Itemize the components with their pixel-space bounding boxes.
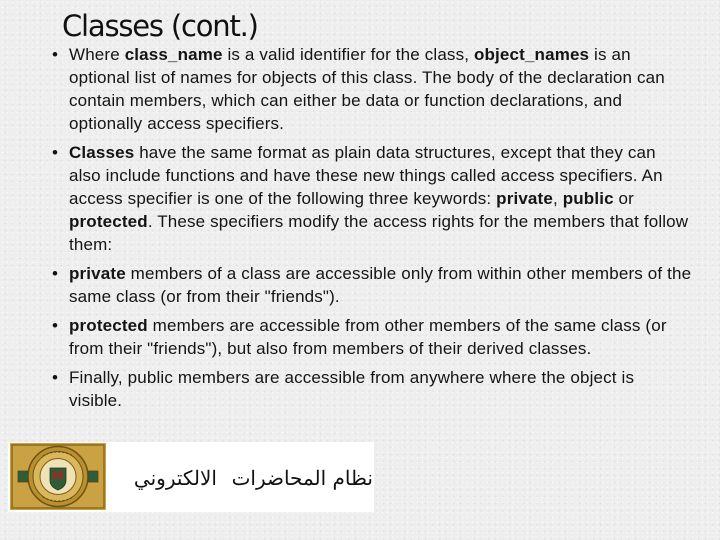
footer-caption	[115, 460, 373, 496]
bullet-keyword: public	[562, 189, 614, 208]
bullet-keyword: Classes	[69, 143, 135, 162]
bullet-keyword: class_name	[124, 45, 223, 64]
bullet-item	[52, 262, 692, 308]
bullet-item	[52, 141, 692, 256]
footer-text-right: نظام المحاضرات	[231, 466, 373, 490]
bullet-keyword: protected	[69, 212, 148, 231]
bullet-keyword: protected	[69, 316, 148, 335]
bullet-list	[52, 43, 692, 418]
bullet-text: . These specifiers modify the access rights for the members that follow them:	[69, 212, 689, 254]
bullet-text: ,	[552, 189, 563, 208]
bullet-text: is a valid identifier for the class,	[222, 45, 474, 64]
bullet-text: members are accessible from other members of the same class (or from their "friends"), but also from members of their derived classes.	[69, 316, 667, 358]
bullet-text: members of a class are accessible only from within other members of the same class (or from their "friends").	[69, 264, 692, 306]
bullet-text: or	[613, 189, 634, 208]
bullet-item	[52, 366, 692, 412]
bullet-item	[52, 314, 692, 360]
bullet-text: have the same format as plain data structures, except that they can also include functions and have these new things called access specifiers. An access specifier is one of the following three keywords:	[69, 143, 663, 208]
bullet-text: Finally, public members are accessible from anywhere where the object is visible.	[69, 368, 635, 410]
bullet-keyword: private	[496, 189, 553, 208]
bullet-keyword: object_names	[473, 45, 590, 64]
bullet-item	[52, 43, 692, 135]
bullet-text: Where	[69, 45, 125, 64]
footer-text-left: الالكتروني	[133, 466, 217, 490]
bullet-keyword: private	[69, 264, 126, 283]
university-seal-icon	[10, 443, 106, 510]
bullet-text: is an optional list of names for objects of this class. The body of the declaration can contain members, which can either be data or function declarations, and optionally access specifiers.	[69, 45, 665, 133]
slide-title: Classes (cont.)	[62, 9, 258, 43]
